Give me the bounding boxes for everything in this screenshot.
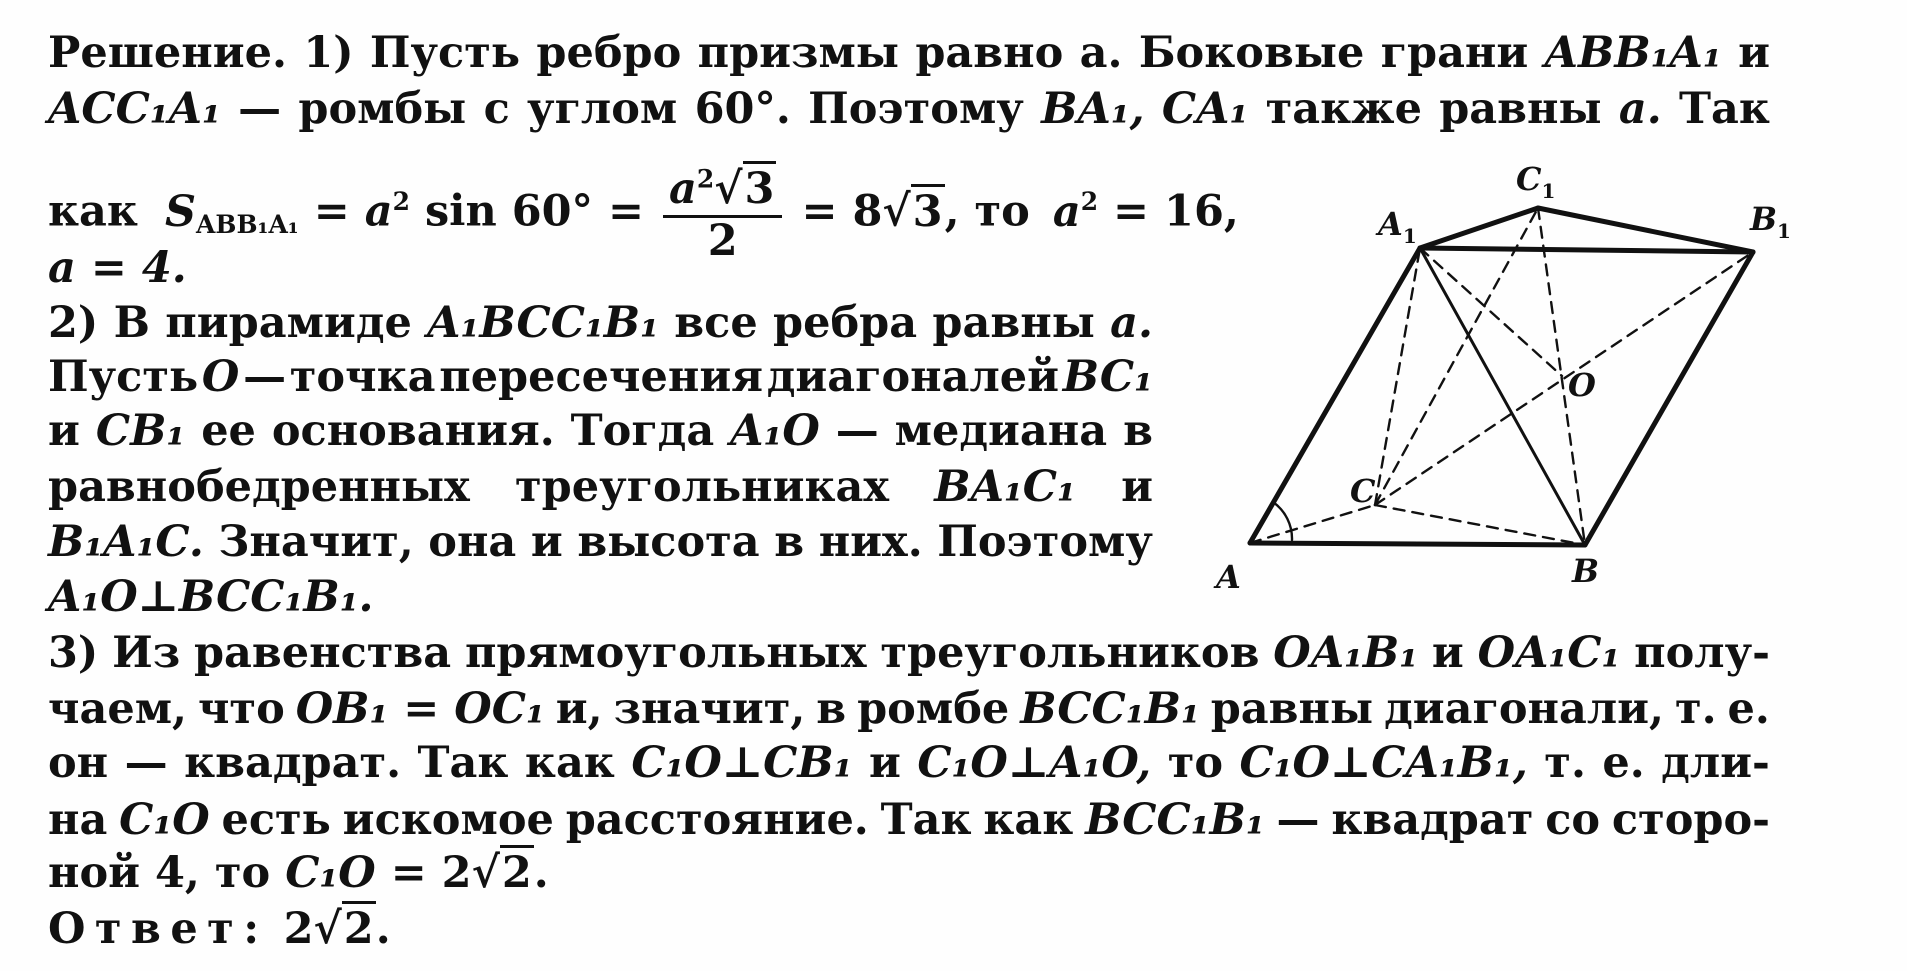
word: е. bbox=[1602, 738, 1645, 788]
math-expression: C₁O bbox=[119, 795, 210, 845]
label-A1-sub: 1 bbox=[1402, 224, 1417, 248]
edge-C-C1 bbox=[1375, 208, 1538, 505]
math-expression: A₁O bbox=[730, 406, 820, 456]
edge-A-B bbox=[1250, 543, 1585, 545]
word: равны bbox=[1210, 684, 1374, 734]
line-15: ной 4, то C₁O = 2√2. bbox=[48, 848, 549, 898]
word: прямоугольных bbox=[464, 628, 867, 678]
math-a: a bbox=[669, 164, 697, 214]
edge-C1-B1 bbox=[1538, 208, 1753, 252]
word: них. bbox=[818, 517, 923, 567]
fraction bbox=[663, 165, 782, 264]
period: . bbox=[375, 904, 391, 954]
word: квадрат bbox=[1331, 795, 1534, 845]
word: он bbox=[48, 738, 109, 788]
math-expression: CA₁ bbox=[1161, 84, 1249, 134]
math-a: a bbox=[364, 186, 393, 237]
exponent: 2 bbox=[696, 164, 715, 194]
word: ребро bbox=[536, 28, 682, 78]
word: квадрат. bbox=[184, 738, 402, 788]
word: полу- bbox=[1634, 628, 1770, 678]
word: 3) bbox=[48, 628, 99, 678]
word: дли- bbox=[1661, 738, 1770, 788]
word: — bbox=[835, 406, 879, 456]
word: что bbox=[197, 684, 285, 734]
math-expression: ABB₁A₁ bbox=[1544, 28, 1722, 78]
equals-sign: = bbox=[313, 186, 350, 237]
math-expression: BA₁, bbox=[1041, 84, 1145, 134]
word: в bbox=[774, 517, 805, 567]
edge-A1-O bbox=[1420, 248, 1562, 376]
edge-B-B1 bbox=[1585, 252, 1753, 545]
word: ромбе bbox=[857, 684, 1010, 734]
word: т. bbox=[1544, 738, 1586, 788]
word: диагонали, bbox=[1384, 684, 1665, 734]
line-13 bbox=[48, 738, 1770, 788]
word: — bbox=[124, 738, 168, 788]
word: пирамиде bbox=[165, 298, 412, 348]
label-C1-sub: 1 bbox=[1541, 179, 1556, 203]
math-perpendicular: A₁O⊥BCC₁B₁. bbox=[48, 572, 374, 622]
word: диагоналей bbox=[766, 352, 1060, 402]
edge-A-A1 bbox=[1250, 248, 1420, 543]
word: — bbox=[1276, 795, 1320, 845]
math-expression: C₁O⊥CA₁B₁, bbox=[1239, 738, 1528, 788]
math-S-subscript: ABB₁A₁ bbox=[196, 209, 299, 239]
math-expression: BCC₁B₁ bbox=[1020, 684, 1200, 734]
word: высота bbox=[577, 517, 760, 567]
word: 1) bbox=[303, 28, 354, 78]
word: равно bbox=[915, 28, 1064, 78]
line-14 bbox=[48, 795, 1770, 845]
word: т. bbox=[1674, 684, 1717, 734]
answer-label: Ответ: bbox=[48, 904, 269, 954]
period: . bbox=[533, 848, 549, 898]
word: — bbox=[238, 84, 282, 134]
math-expression: C₁O⊥A₁O, bbox=[917, 738, 1152, 788]
answer-value: 2 bbox=[283, 904, 314, 954]
word: также bbox=[1265, 84, 1422, 134]
word: и bbox=[1738, 28, 1770, 78]
word: и, bbox=[555, 684, 603, 734]
radicand: 3 bbox=[743, 161, 777, 214]
label-C1: C bbox=[1516, 160, 1542, 198]
word: и bbox=[1121, 462, 1153, 512]
label-B: B bbox=[1572, 552, 1600, 590]
equals-two: = 2 bbox=[390, 848, 472, 898]
word: Так bbox=[880, 795, 972, 845]
line-4 bbox=[48, 243, 187, 293]
math-expression: ACC₁A₁ bbox=[48, 84, 221, 134]
label-C: C bbox=[1350, 472, 1376, 510]
edge-C-B1 bbox=[1375, 252, 1753, 505]
word: Боковые bbox=[1138, 28, 1365, 78]
line-10 bbox=[48, 572, 374, 622]
word: равенства bbox=[193, 628, 452, 678]
exponent: 2 bbox=[392, 187, 410, 217]
word: призмы bbox=[697, 28, 899, 78]
word: Так bbox=[1679, 84, 1770, 134]
word: Значит, bbox=[218, 517, 414, 567]
word: точка bbox=[289, 352, 436, 402]
word: треугольниках bbox=[515, 462, 890, 512]
word: равны bbox=[1439, 84, 1602, 134]
exponent: 2 bbox=[1080, 187, 1099, 217]
math-expression: a. bbox=[1618, 84, 1662, 134]
fraction-denominator: 2 bbox=[707, 216, 738, 266]
math-a: a bbox=[1052, 186, 1081, 237]
radicand: 3 bbox=[911, 184, 945, 237]
math-expression: B₁A₁C. bbox=[48, 517, 204, 567]
math-expression: a. bbox=[1110, 298, 1153, 348]
word: есть bbox=[221, 795, 331, 845]
fraction-numerator: $a^2√3$ bbox=[663, 165, 782, 218]
line-11 bbox=[48, 628, 1770, 678]
word: основания. bbox=[271, 406, 555, 456]
radicand: 2 bbox=[342, 901, 376, 954]
edge-A1-C1 bbox=[1420, 208, 1538, 248]
word: В bbox=[113, 298, 150, 348]
math-expression: A₁BCC₁B₁ bbox=[427, 298, 659, 348]
word: 2) bbox=[48, 298, 99, 348]
word: и bbox=[1431, 628, 1464, 678]
word: как bbox=[524, 738, 615, 788]
word: и bbox=[868, 738, 901, 788]
word: со bbox=[1545, 795, 1601, 845]
word: Тогда bbox=[570, 406, 715, 456]
word: в bbox=[816, 684, 847, 734]
label-A: A bbox=[1216, 558, 1241, 590]
word: и bbox=[48, 406, 80, 456]
label-A1: A bbox=[1378, 205, 1403, 243]
word: медиана bbox=[894, 406, 1108, 456]
line-7 bbox=[48, 406, 1153, 456]
word: Пусть bbox=[369, 28, 521, 78]
equals-sixteen: = 16, bbox=[1113, 186, 1239, 237]
word: в bbox=[1123, 406, 1153, 456]
math-a-equals-4: a = 4. bbox=[48, 243, 187, 293]
word: равнобедренных bbox=[48, 462, 470, 512]
word: 60°. bbox=[694, 84, 791, 134]
word: — bbox=[243, 352, 287, 402]
word: Пусть bbox=[48, 352, 199, 402]
math-expression: CB₁ bbox=[95, 406, 186, 456]
line-1 bbox=[48, 28, 1770, 78]
label-O: O bbox=[1568, 366, 1596, 404]
word: на bbox=[48, 795, 108, 845]
word: она bbox=[428, 517, 517, 567]
word: значит, bbox=[613, 684, 806, 734]
sine-expression: sin 60° = bbox=[424, 186, 645, 237]
math-expression: BC₁ bbox=[1062, 352, 1153, 402]
word: ромбы bbox=[298, 84, 467, 134]
word: сторо- bbox=[1611, 795, 1770, 845]
text: ной 4, то bbox=[48, 848, 271, 898]
word: грани bbox=[1380, 28, 1529, 78]
line-9 bbox=[48, 517, 1153, 567]
word: расстояние. bbox=[565, 795, 869, 845]
word: и bbox=[530, 517, 563, 567]
svg-text:A1 bbox=[1375, 205, 1417, 248]
word: чаем, bbox=[48, 684, 188, 734]
word: Из bbox=[112, 628, 181, 678]
math-expression: O bbox=[201, 352, 240, 402]
word: a. bbox=[1079, 28, 1123, 78]
prism-figure bbox=[1210, 150, 1810, 590]
word: Так bbox=[417, 738, 509, 788]
line-2 bbox=[48, 84, 1770, 134]
word: треугольников bbox=[880, 628, 1260, 678]
word: Поэтому bbox=[937, 517, 1153, 567]
line-3: как $S_{ABB_1A_1} = a^2$ sin 60° = $\frac{a^2√3}{2}$ = 8√3, то $a^2 = 16$, bbox=[48, 165, 1239, 264]
word: пересечения bbox=[439, 352, 763, 402]
line-12 bbox=[48, 684, 1770, 734]
edge-C-B bbox=[1375, 505, 1585, 545]
word: ее bbox=[201, 406, 256, 456]
line-5 bbox=[48, 298, 1153, 348]
text-to: , то bbox=[944, 186, 1030, 237]
math-expression: C₁O⊥CB₁ bbox=[631, 738, 853, 788]
math-expression: BA₁C₁ bbox=[934, 462, 1076, 512]
radicand: 2 bbox=[500, 845, 534, 898]
word: углом bbox=[527, 84, 678, 134]
word: ребра bbox=[773, 298, 918, 348]
line-8 bbox=[48, 462, 1153, 512]
math-expression: OA₁C₁ bbox=[1477, 628, 1621, 678]
word: Решение. bbox=[48, 28, 287, 78]
word: то bbox=[1167, 738, 1224, 788]
word: все bbox=[674, 298, 758, 348]
word: как bbox=[48, 186, 138, 237]
math-expression: BCC₁B₁ bbox=[1085, 795, 1265, 845]
equals-eight: = 8 bbox=[801, 186, 883, 237]
edge-A1-B bbox=[1420, 248, 1585, 545]
svg-text:B1 bbox=[1749, 200, 1791, 243]
line-6 bbox=[48, 352, 1153, 402]
math-C1O: C₁O bbox=[285, 848, 376, 898]
math-S: S bbox=[164, 186, 197, 237]
word: Поэтому bbox=[808, 84, 1024, 134]
word: как bbox=[983, 795, 1074, 845]
label-B1-sub: 1 bbox=[1777, 219, 1791, 243]
svg-text:C1 bbox=[1516, 160, 1555, 203]
math-expression: OB₁ = OC₁ bbox=[295, 684, 545, 734]
word: равны bbox=[932, 298, 1095, 348]
label-B1: B bbox=[1750, 200, 1778, 238]
answer-line: Ответ: 2√2. bbox=[48, 904, 391, 954]
edge-A1-B1 bbox=[1420, 248, 1753, 252]
math-expression: OA₁B₁ bbox=[1273, 628, 1419, 678]
word: искомое bbox=[342, 795, 554, 845]
word: е. bbox=[1727, 684, 1770, 734]
word: с bbox=[483, 84, 510, 134]
